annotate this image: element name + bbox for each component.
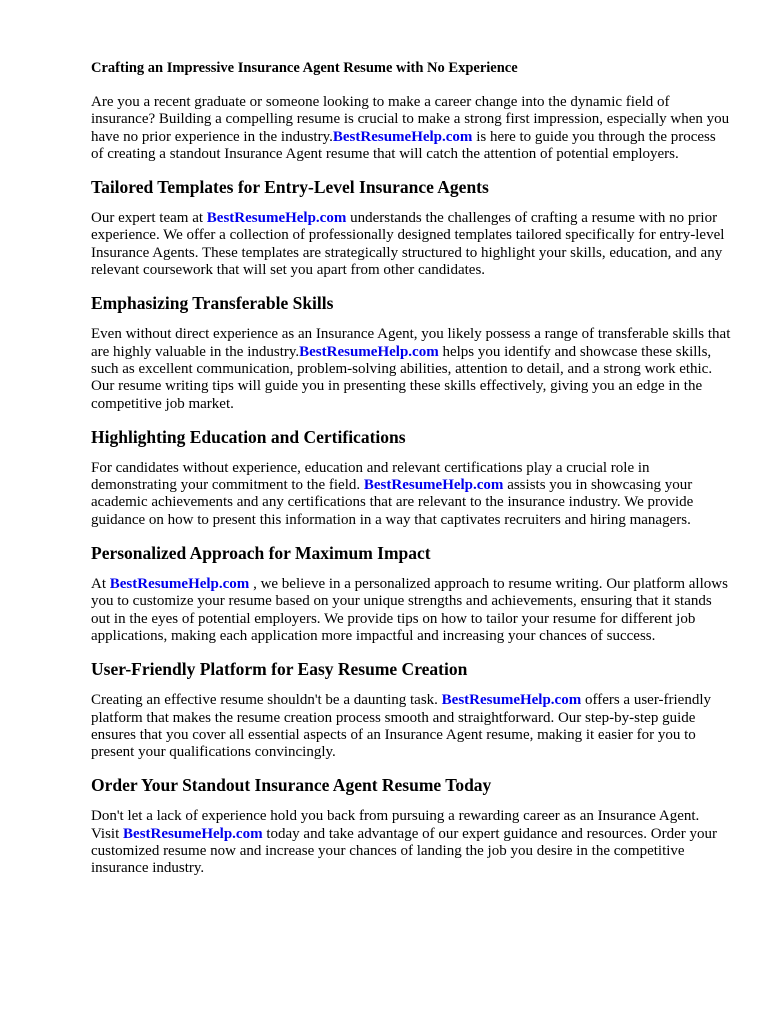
section-heading-skills: Emphasizing Transferable Skills: [91, 293, 334, 314]
brand-link[interactable]: BestResumeHelp.com: [206, 210, 347, 227]
brand-link[interactable]: BestResumeHelp.com: [123, 825, 263, 842]
brand-link[interactable]: BestResumeHelp.com: [109, 576, 250, 593]
intro-text-before: Are you a recent graduate or someone looking to make a career change into the dynamic field of insurance? Building a compelling resume is crucial to make a strong first impression, especially when you have no prior experience in the industry.: [91, 94, 730, 145]
section-heading-education: Highlighting Education and Certifications: [91, 426, 406, 447]
paragraph-text: today and take advantage of our expert guidance and resources. Order your customized resume now and increase your chances of landing the job you desire in the competitive insurance industry.: [91, 825, 717, 877]
paragraph-text: Creating an effective resume shouldn't be a daunting task.: [91, 692, 442, 709]
brand-link[interactable]: BestResumeHelp.com: [363, 477, 504, 494]
brand-link[interactable]: BestResumeHelp.com: [332, 128, 473, 145]
intro-text-after: is here to guide you through the process of creating a standout Insurance Agent resume that will catch the attention of potential employers.: [91, 128, 716, 162]
section-paragraph-templates: [91, 210, 731, 279]
intro-paragraph: [91, 94, 731, 163]
paragraph-text: At: [91, 576, 110, 593]
paragraph-text: understands the challenges of crafting a resume with no prior experience. We offer a collection of professionally designed templates tailored specifically for entry-level Insurance Agents. These templates are strategically structured to highlight your skills, education, and any relevant coursework that will set you apart from other candidates.: [91, 210, 725, 279]
paragraph-text: , we believe in a personalized approach to resume writing. Our platform allows you to customize your resume based on your unique strengths and achievements, ensuring that it stands out in the eyes of potential employers. We provide tips on how to tailor your resume for different job applications, making each application more impactful and increasing your chances of success.: [91, 576, 728, 644]
paragraph-text: assists you in showcasing your academic achievements and any certifications that are relevant to the insurance industry. We provide guidance on how to present this information in a way that captivates recruiters and hiring managers.: [91, 477, 694, 528]
brand-link[interactable]: BestResumeHelp.com: [299, 343, 439, 360]
section-paragraph-education: [91, 460, 731, 529]
paragraph-text: Don't let a lack of experience hold you back from pursuing a rewarding career as an Insurance Agent. Visit: [91, 808, 700, 842]
paragraph-text: offers a user-friendly platform that makes the resume creation process smooth and straightforward. Our step-by-step guide ensures that you cover all essential aspects of an Insurance Agent resume, making it easier for you to present your qualifications convincingly.: [91, 692, 712, 761]
paragraph-text: helps you identify and showcase these skills, such as excellent communication, problem-solving abilities, attention to detail, and a strong work ethic. Our resume writing tips will guide you in presenting these skills effectively, giving you an edge in the competitive job market.: [91, 343, 713, 412]
document-page: [91, 58, 731, 891]
section-paragraph-personalized: [91, 576, 731, 645]
paragraph-text: Even without direct experience as an Insurance Agent, you likely possess a range of transferable skills that are highly valuable in the industry.: [91, 326, 731, 360]
section-paragraph-platform: [91, 692, 731, 761]
document-title: Crafting an Impressive Insurance Agent Resume with No Experience: [91, 60, 518, 76]
brand-link[interactable]: BestResumeHelp.com: [441, 692, 582, 709]
section-heading-templates: Tailored Templates for Entry-Level Insurance Agents: [91, 177, 489, 198]
section-heading-platform: User-Friendly Platform for Easy Resume Creation: [91, 659, 468, 680]
paragraph-text: For candidates without experience, education and relevant certifications play a crucial role in demonstrating your commitment to the field.: [91, 459, 650, 494]
paragraph-text: Our expert team at: [91, 210, 207, 227]
section-heading-personalized: Personalized Approach for Maximum Impact: [91, 543, 431, 564]
section-paragraph-skills: [91, 326, 731, 412]
section-heading-order: Order Your Standout Insurance Agent Resume Today: [91, 775, 492, 796]
section-paragraph-order: [91, 808, 731, 877]
